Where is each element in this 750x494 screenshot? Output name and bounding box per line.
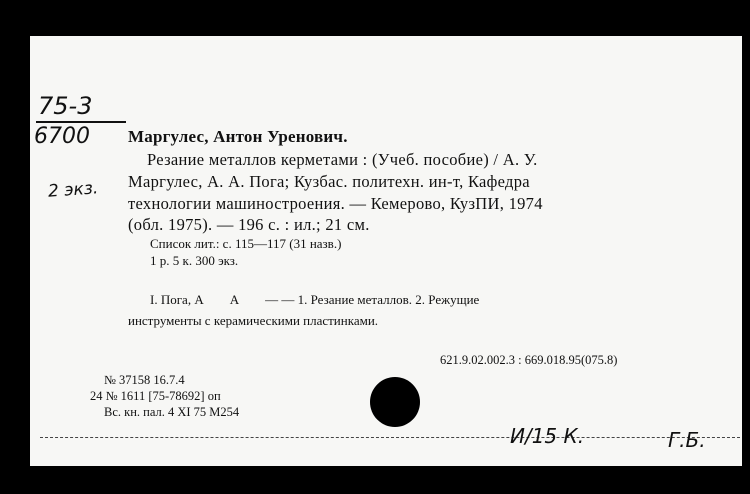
classification-number: 621.9.02.002.3 : 669.018.95(075.8) — [440, 353, 618, 367]
handwritten-shelf-bottom: 6700 — [34, 124, 90, 149]
tracings-line-1: I. Пога, А А — — 1. Резание металлов. 2. Режущие — [150, 292, 480, 307]
author-heading: Маргулес, Антон Уренович. — [128, 127, 348, 146]
body-line-1: Резание металлов керметами : (Учеб. пособие) / А. У. — [147, 150, 538, 169]
footer-line-2: 24 № 1611 [75-78692] оп — [90, 389, 221, 403]
footer-line-1: № 37158 16.7.4 — [104, 373, 185, 387]
body-line-2: Маргулес, А. А. Пога; Кузбас. политехн. ин-т, Кафедра — [128, 172, 530, 191]
body-line-3: технологии машиностроения. — Кемерово, КузПИ, 1974 — [128, 194, 543, 213]
handwritten-shelf-top: 75-3 — [38, 92, 93, 120]
handwritten-copies: 2 экз. — [47, 178, 99, 202]
tracings-line-2: инструменты с керамическими пластинками. — [128, 313, 379, 328]
card-punch-hole — [370, 377, 420, 427]
shelf-divider — [36, 121, 126, 123]
dashed-rule — [40, 437, 740, 438]
body-line-4: (обл. 1975). — 196 с. : ил.; 21 см. — [128, 215, 370, 234]
bibliography-note: Список лит.: с. 115—117 (31 назв.) — [150, 236, 342, 251]
price-note: 1 р. 5 к. 300 экз. — [150, 253, 239, 268]
handwritten-inventory-mark: И/15 К. — [510, 424, 585, 448]
handwritten-initials: Г.Б. — [668, 428, 706, 452]
footer-line-3: Вс. кн. пал. 4 XI 75 М254 — [104, 405, 240, 419]
